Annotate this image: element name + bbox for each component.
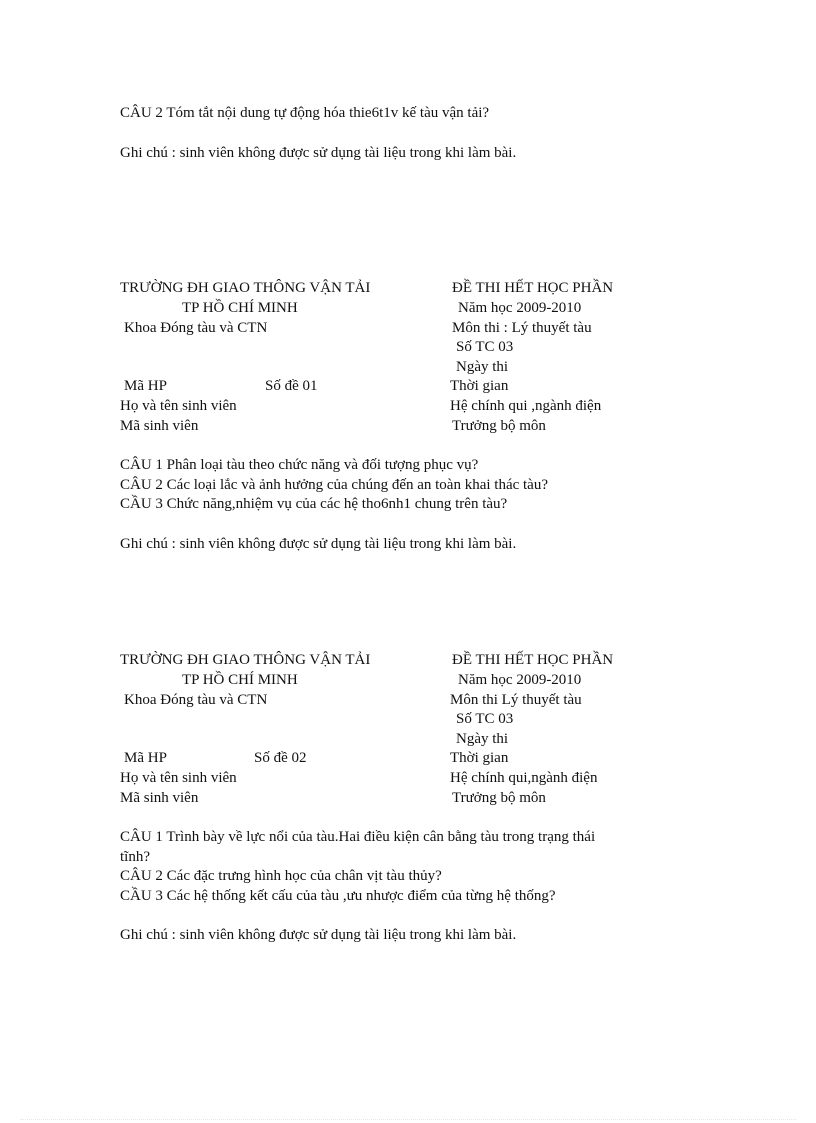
exam-2-title: ĐỀ THI HẾT HỌC PHẦN [452,652,614,668]
exam-1-year: Năm học 2009-2010 [458,300,582,316]
exam-2-credits: Số TC 03 [456,711,514,727]
exam-2-question: CẦU 3 Các hệ thống kết cấu của tàu ,ưu nhược điểm của từng hệ thống? [120,888,556,904]
exam-2-city: TP HỒ CHÍ MINH [182,672,298,688]
exam-2-program: Hệ chính qui,ngành điện [450,770,598,786]
exam-1-note: Ghi chú : sinh viên không được sử dụng tài liệu trong khi làm bài. [120,536,517,552]
exam-1-exam-number: Số đề 01 [265,378,318,394]
exam-2-course-code: Mã HP [124,750,167,766]
exam-1-student-name: Họ và tên sinh viên [120,398,237,414]
exam-1-city: TP HỒ CHÍ MINH [182,300,298,316]
exam-2-student-name: Họ và tên sinh viên [120,770,237,786]
exam-2-head: Trưởng bộ môn [452,790,546,806]
exam-2-student-id: Mã sinh viên [120,790,199,806]
exam-2-school: TRƯỜNG ĐH GIAO THÔNG VẬN TẢI [120,652,371,668]
exam-1-question: CẦU 3 Chức năng,nhiệm vụ của các hệ tho6nh1 chung trên tàu? [120,496,508,512]
exam-2-question: CÂU 1 Trình bày về lực nổi của tàu.Hai điều kiện cân bằng tàu trong trạng thái [120,829,596,845]
exam-1-question: CÂU 2 Các loại lắc và ảnh hưởng của chúng đến an toàn khai thác tàu? [120,477,548,493]
exam-1-credits: Số TC 03 [456,339,514,355]
page-bottom-rule [20,1119,796,1120]
exam-2-note: Ghi chú : sinh viên không được sử dụng tài liệu trong khi làm bài. [120,927,517,943]
exam-1-school: TRƯỜNG ĐH GIAO THÔNG VẬN TẢI [120,280,371,296]
exam-1-question: CÂU 1 Phân loại tàu theo chức năng và đối tượng phục vụ? [120,457,479,473]
exam-2-faculty: Khoa Đóng tàu và CTN [124,692,268,708]
exam-1-student-id: Mã sinh viên [120,418,199,434]
exam-2-time: Thời gian [450,750,509,766]
exam-1-subject: Môn thi : Lý thuyết tàu [452,320,592,336]
exam-1-program: Hệ chính qui ,ngành điện [450,398,602,414]
exam-2-question: tĩnh? [120,849,150,865]
exam-2-subject: Môn thi Lý thuyết tàu [450,692,582,708]
exam-2-question: CÂU 2 Các đặc trưng hình học của chân vịt tàu thủy? [120,868,442,884]
exam-1-date: Ngày thi [456,359,509,375]
exam-2-exam-number: Số đề 02 [254,750,307,766]
exam-1-faculty: Khoa Đóng tàu và CTN [124,320,268,336]
exam-1-head: Trưởng bộ môn [452,418,546,434]
exam-2-year: Năm học 2009-2010 [458,672,582,688]
top-question-2: CÂU 2 Tóm tắt nội dung tự động hóa thie6t1v kế tàu vận tải? [120,105,490,121]
exam-1-course-code: Mã HP [124,378,167,394]
exam-2-date: Ngày thi [456,731,509,747]
exam-1-time: Thời gian [450,378,509,394]
exam-1-title: ĐỀ THI HẾT HỌC PHẦN [452,280,614,296]
top-note: Ghi chú : sinh viên không được sử dụng tài liệu trong khi làm bài. [120,145,517,161]
